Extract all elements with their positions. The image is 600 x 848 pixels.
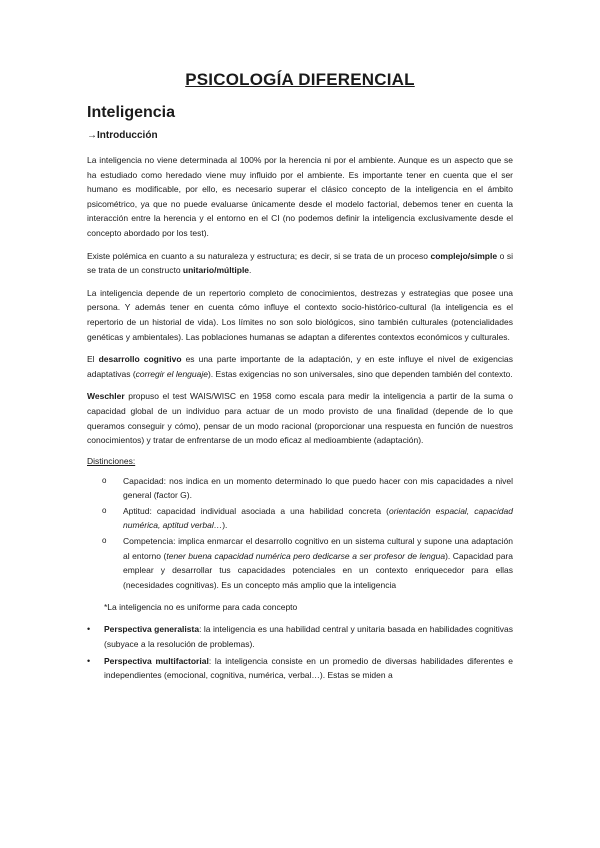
paragraph-polemica: Existe polémica en cuanto a su naturaleza y estructura; es decir, si se trata de un proceso complejo/simple o si se trata de un constructo unitario/múltiple. bbox=[87, 250, 513, 276]
note: *La inteligencia no es uniforme para cada concepto bbox=[104, 602, 298, 613]
perspectives-list bbox=[87, 622, 513, 682]
distinctions-heading: Distinciones: bbox=[87, 455, 136, 466]
bullet-icon: • bbox=[87, 655, 91, 666]
subsection-heading: →Introducción bbox=[87, 130, 158, 141]
paragraph-intro: La inteligencia no viene determinada al 100% por la herencia ni por el ambiente. Aunque es un aspecto que se ha estudiado como heredado viene muy influido por el ambiente. Es importante tener en cuenta que el ser humano es modificable, por ello, es necesario superar el clásico concepto de la inteligencia en el ámbito psicométrico, ya que no puede evaluarse únicamente desde el modelo factorial, debemos tener en cuenta la interacción entre la herencia y el entorno en el CI (no podemos definir la inteligencia exclusivamente desde el concepto abordado por los test). bbox=[87, 155, 513, 238]
list-item: o Capacidad: nos indica en un momento determinado lo que puedo hacer con mis capacidades a nivel general (factor G). bbox=[102, 475, 513, 501]
paragraph-desarrollo: El desarrollo cognitivo es una parte importante de la adaptación, y en este influye el nivel de exigencias adaptativas (corregir el lenguaje). Estas exigencias no son universales, sino que dependen también del contexto. bbox=[87, 354, 513, 379]
circle-bullet-icon: o bbox=[102, 536, 107, 546]
bullet-icon: • bbox=[87, 624, 91, 635]
circle-bullet-icon: o bbox=[102, 505, 107, 515]
list-item: • Perspectiva multifactorial: la inteligencia consiste en un promedio de diversas habilidades diferentes e independientes (emocional, cognitiva, numérica, verbal…). Estas se miden a bbox=[87, 655, 513, 681]
document-page bbox=[87, 70, 513, 685]
distinctions-list bbox=[87, 474, 513, 593]
paragraph-repertorio: La inteligencia depende de un repertorio completo de conocimientos, destrezas y estrategias que posee una persona. Y además tener en cuenta cómo influye el contexto socio-histórico-cultural (la inteligencia es el repertorio de un historial de vida). Los límites no son solo biológicos, sino también culturales (potencialidades genéticas y ambientales). Las poblaciones humanas se adaptan a diferentes contextos económicos y culturales. bbox=[87, 287, 513, 342]
circle-bullet-icon: o bbox=[102, 475, 107, 485]
list-item: o Competencia: implica enmarcar el desarrollo cognitivo en un sistema cultural y supone una adaptación al entorno (tener buena capacidad numérica pero dedicarse a ser profesor de lengua). Capacidad para emplear y desarrollar tus capacidades potenciales en un contexto enriquecedor para ellas (necesidades cognitivas). Es un concepto más amplio que la inteligencia bbox=[102, 536, 513, 590]
list-item: o Aptitud: capacidad individual asociada a una habilidad concreta (orientación espacial, capacidad numérica, aptitud verbal…). bbox=[102, 505, 513, 531]
paragraph-weschler: Weschler propuso el test WAIS/WISC en 1958 como escala para medir la inteligencia a partir de la suma o capacidad global de un individuo para actuar de un modo provisto de una finalidad (depende de lo que queramos conseguir y cómo), pensar de un modo racional (proporcionar una respuesta en función de nuestros conocimientos) y tratar de enfrentarse de un modo eficaz al medioambiente (adaptación). bbox=[87, 391, 513, 446]
list-item: • Perspectiva generalista: la inteligencia es una habilidad central y unitaria basada en habilidades cognitivas (subyace a la resolución de problemas). bbox=[87, 624, 513, 650]
document-title: PSICOLOGÍA DIFERENCIAL bbox=[185, 70, 415, 89]
section-heading: Inteligencia bbox=[87, 104, 176, 121]
